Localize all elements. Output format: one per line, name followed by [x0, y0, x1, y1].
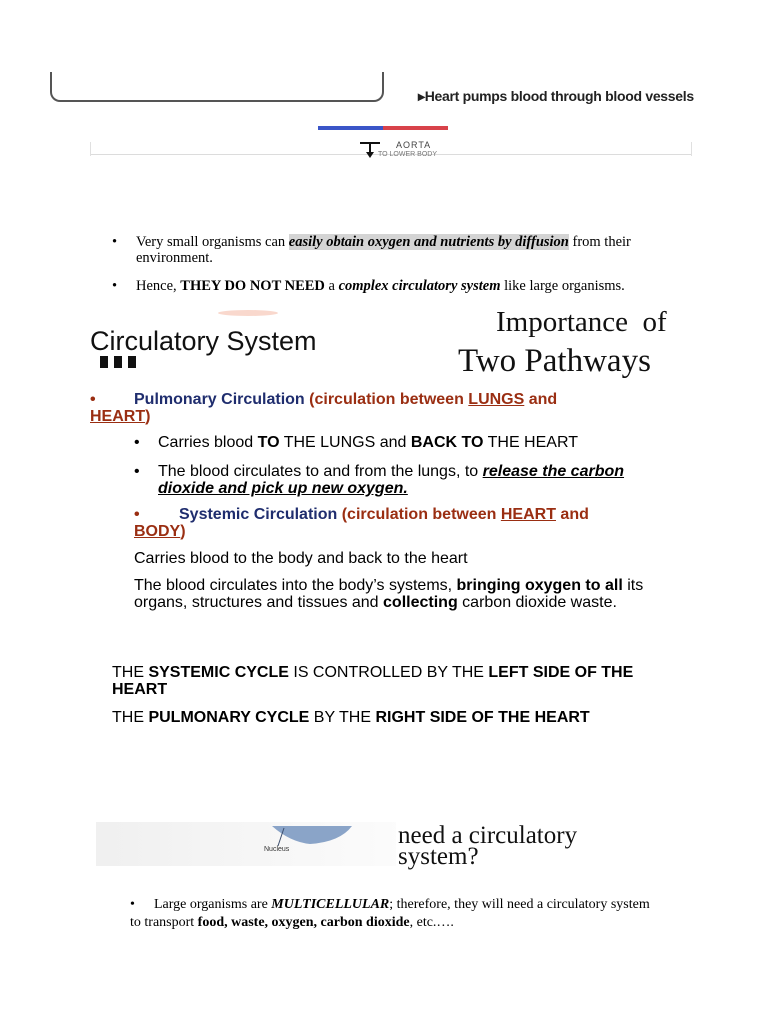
systemic-p2: The blood circulates into the body’s systems, bringing oxygen to all its organs, structures and tissues and collecting carbon dioxide waste.: [134, 577, 644, 611]
systemic-cycle-statement: THE SYSTEMIC CYCLE IS CONTROLLED BY THE LEFT SIDE OF THE HEART: [112, 664, 634, 698]
systemic-heading: • Systemic Circulation (circulation between HEART and BODY): [134, 506, 589, 540]
large-organisms-item: • Large organisms are MULTICELLULAR; therefore, they will need a circulatory system to transport food, waste, oxygen, carbon dioxide, etc.….: [130, 897, 650, 930]
list-item: • The blood circulates to and from the lungs, to release the carbon dioxide and pick up new oxygen.: [134, 463, 625, 497]
caption-arrow-icon: ▸: [418, 88, 425, 104]
list-item: • Hence, THEY DO NOT NEED a complex circulatory system like large organisms.: [112, 278, 625, 294]
importance-line-1: Importance of: [496, 306, 667, 338]
list-item: • Carries blood TO THE LUNGS and BACK TO THE HEART: [134, 434, 578, 451]
diagram-left-edge: [90, 142, 91, 156]
heart-pump-caption: ▸Heart pumps blood through blood vessels: [418, 88, 694, 104]
nucleus-label: Nucleus: [264, 846, 290, 853]
aorta-label: AORTA: [396, 140, 432, 150]
down-arrow-icon: [360, 140, 380, 160]
importance-title: [458, 306, 698, 380]
title-dash-marks: [100, 356, 136, 368]
need-circulatory-title: need a circulatory system?: [398, 822, 578, 870]
lower-body-label: TO LOWER BODY: [378, 151, 437, 158]
diagram-right-edge: [691, 142, 692, 156]
blood-color-bar: [318, 126, 448, 130]
small-organisms-list: [112, 234, 672, 294]
pulmonary-cycle-statement: THE PULMONARY CYCLE BY THE RIGHT SIDE OF THE HEART: [112, 709, 590, 726]
list-item: • Very small organisms can easily obtain oxygen and nutrients by diffusion from their environment.: [112, 234, 631, 266]
importance-line-2: Two Pathways: [458, 343, 651, 379]
top-rounded-box: [50, 72, 384, 102]
pulmonary-heading: • Pulmonary Circulation (circulation between LUNGS and HEART): [90, 391, 558, 425]
pulmonary-list: [134, 434, 674, 497]
decorative-smudge: [218, 310, 278, 316]
systemic-p1: Carries blood to the body and back to the heart: [134, 550, 468, 567]
circulatory-system-title: Circulatory System: [90, 326, 317, 356]
